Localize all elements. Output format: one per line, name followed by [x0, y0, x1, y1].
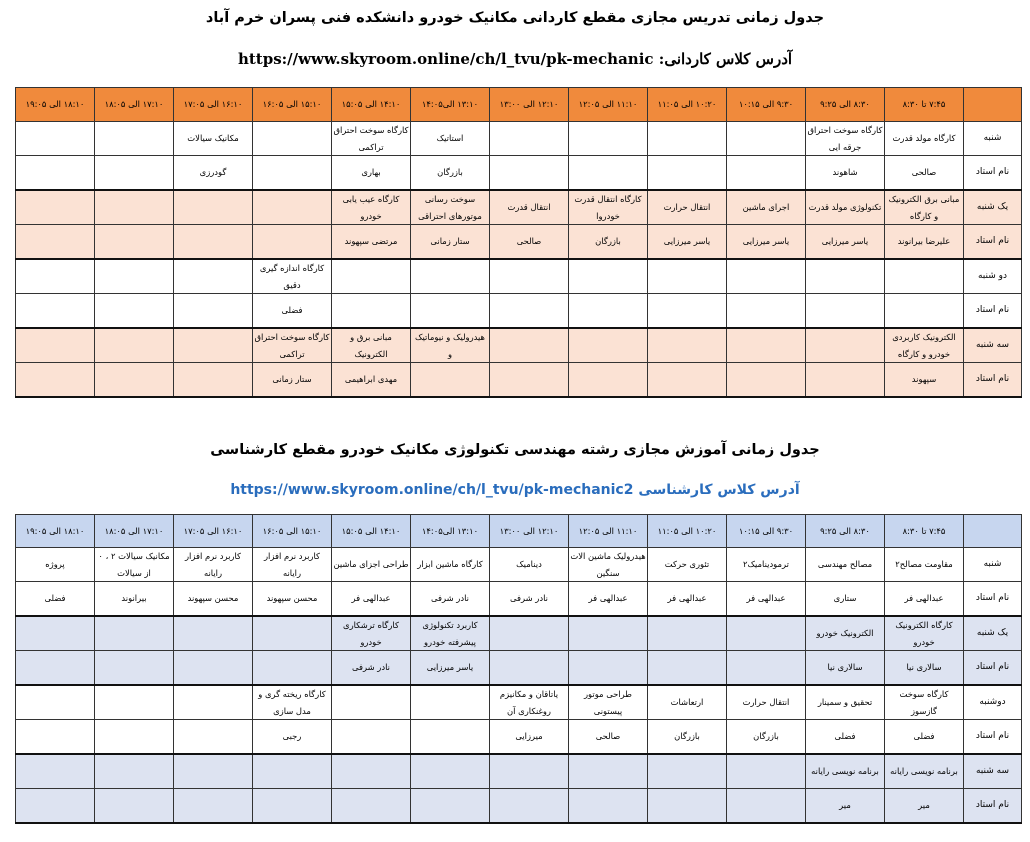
time-slot-header: ۱۱:۱۰ الی ۱۲:۰۵: [569, 88, 648, 122]
instructor-cell: [490, 789, 569, 824]
course-cell: کارگاه سوخت احتراق تراکمی: [253, 328, 332, 363]
course-cell: یاتاقان و مکانیزم روغنکاری آن: [490, 685, 569, 720]
row-label-cell: دوشنبه: [964, 685, 1022, 720]
section1-address: [0, 50, 1030, 68]
section1-title: جدول زمانی تدریس مجازی مقطع کاردانی مکانیک خودرو دانشکده فنی پسران خرم آباد: [205, 10, 825, 26]
instructor-cell: [727, 789, 806, 824]
course-cell: [95, 122, 174, 156]
instructor-cell: بازرگان: [569, 225, 648, 260]
course-cell: [16, 190, 95, 225]
time-slot-header: ۱۵:۱۰ الی ۱۶:۰۵: [253, 515, 332, 548]
course-cell: [253, 754, 332, 789]
course-cell: مقاومت مصالح۲: [885, 548, 964, 582]
instructor-cell: رجبی: [253, 720, 332, 755]
course-cell: [174, 190, 253, 225]
row-label-cell: نام استاد: [964, 156, 1022, 191]
course-cell: [174, 328, 253, 363]
instructor-cell: [332, 294, 411, 329]
course-cell: ترمودینامیک۲: [727, 548, 806, 582]
instructor-cell: [95, 156, 174, 191]
course-cell: [490, 754, 569, 789]
instructor-cell: علیرضا بیرانوند: [885, 225, 964, 260]
course-cell: کارگاه اندازه گیری دقیق: [253, 259, 332, 294]
course-cell: [16, 616, 95, 651]
instructor-cell: [174, 225, 253, 260]
instructor-cell: نادر شرفی: [411, 582, 490, 617]
time-slot-header: ۷:۴۵ تا ۸:۳۰: [885, 88, 964, 122]
course-row: [16, 190, 1022, 225]
course-cell: [95, 259, 174, 294]
course-row: [16, 754, 1022, 789]
instructor-cell: [16, 294, 95, 329]
time-slot-header: ۱۲:۱۰ الی ۱۳:۰۰: [490, 515, 569, 548]
instructor-cell: [95, 789, 174, 824]
row-label-cell: یک شنبه: [964, 190, 1022, 225]
course-cell: [16, 328, 95, 363]
course-row: [16, 259, 1022, 294]
course-cell: ارتعاشات: [648, 685, 727, 720]
instructor-row: [16, 720, 1022, 755]
course-cell: [411, 754, 490, 789]
instructor-cell: [885, 294, 964, 329]
instructor-cell: فضلی: [16, 582, 95, 617]
instructor-cell: [253, 225, 332, 260]
instructor-cell: [490, 651, 569, 686]
instructor-cell: [569, 651, 648, 686]
course-cell: برنامه نویسی رایانه: [885, 754, 964, 789]
header-row: [16, 88, 1022, 122]
course-cell: [806, 259, 885, 294]
instructor-cell: [16, 720, 95, 755]
instructor-cell: [174, 720, 253, 755]
time-slot-header: ۹:۳۰ الی ۱۰:۱۵: [727, 515, 806, 548]
time-slot-header: ۱۴:۱۰ الی ۱۵:۰۵: [332, 88, 411, 122]
schedule-table-associate: [15, 87, 1022, 398]
instructor-cell: [253, 789, 332, 824]
course-cell: کارگاه ترشکاری خودرو: [332, 616, 411, 651]
row-label-cell: نام استاد: [964, 582, 1022, 617]
course-cell: کارگاه سوخت گازسوز: [885, 685, 964, 720]
time-slot-header: ۱۸:۱۰ الی ۱۹:۰۵: [16, 88, 95, 122]
section2-address-link[interactable]: https://www.skyroom.online/ch/l_tvu/pk-mechanic2: [230, 482, 634, 498]
course-row: [16, 685, 1022, 720]
course-row: [16, 328, 1022, 363]
course-cell: [16, 685, 95, 720]
course-cell: تئوری حرکت: [648, 548, 727, 582]
instructor-cell: [95, 294, 174, 329]
instructor-cell: نادر شرفی: [490, 582, 569, 617]
time-slot-header: ۱۳:۱۰ الی۱۴:۰۵: [411, 515, 490, 548]
instructor-cell: [490, 294, 569, 329]
instructor-cell: ستار زمانی: [253, 363, 332, 398]
course-cell: [648, 328, 727, 363]
instructor-cell: سالاری نیا: [885, 651, 964, 686]
instructor-cell: نادر شرفی: [332, 651, 411, 686]
instructor-cell: سالاری نیا: [806, 651, 885, 686]
row-label-cell: نام استاد: [964, 789, 1022, 824]
course-cell: [95, 616, 174, 651]
course-cell: کارگاه سوخت احتراق تراکمی: [332, 122, 411, 156]
course-cell: [16, 122, 95, 156]
instructor-cell: یاسر میرزایی: [806, 225, 885, 260]
instructor-row: [16, 651, 1022, 686]
row-label-cell: یک شنبه: [964, 616, 1022, 651]
instructor-cell: [16, 651, 95, 686]
course-row: [16, 122, 1022, 156]
time-slot-header: ۱۸:۱۰ الی ۱۹:۰۵: [16, 515, 95, 548]
instructor-cell: [648, 651, 727, 686]
course-cell: تحقیق و سمینار: [806, 685, 885, 720]
course-cell: [490, 259, 569, 294]
course-cell: [174, 685, 253, 720]
course-cell: [727, 616, 806, 651]
instructor-cell: [174, 789, 253, 824]
instructor-cell: [174, 363, 253, 398]
course-cell: هیدرولیک ماشین الات سنگین: [569, 548, 648, 582]
time-slot-header: ۱۴:۱۰ الی ۱۵:۰۵: [332, 515, 411, 548]
instructor-cell: [253, 156, 332, 191]
instructor-cell: سپهوند: [885, 363, 964, 398]
course-cell: مبانی برق الکترونیک و کارگاه: [885, 190, 964, 225]
instructor-cell: [648, 294, 727, 329]
instructor-cell: [16, 789, 95, 824]
time-slot-header: ۸:۳۰ الی ۹:۲۵: [806, 88, 885, 122]
instructor-cell: [411, 363, 490, 398]
instructor-cell: عبدالهی فر: [727, 582, 806, 617]
row-label-cell: شنبه: [964, 548, 1022, 582]
instructor-cell: [95, 651, 174, 686]
course-cell: انتقال حرارت: [648, 190, 727, 225]
course-cell: [253, 190, 332, 225]
instructor-cell: [727, 156, 806, 191]
course-cell: کارگاه سوخت احتراق جرقه ایی: [806, 122, 885, 156]
row-label-cell: دو شنبه: [964, 259, 1022, 294]
instructor-cell: میرزایی: [490, 720, 569, 755]
instructor-cell: عبدالهی فر: [648, 582, 727, 617]
course-cell: [569, 328, 648, 363]
instructor-cell: میر: [806, 789, 885, 824]
section1-address-label: آدرس کلاس کاردانی:: [658, 50, 793, 68]
instructor-cell: [332, 720, 411, 755]
instructor-row: [16, 789, 1022, 824]
course-row: [16, 616, 1022, 651]
row-label-cell: سه شنبه: [964, 328, 1022, 363]
course-cell: [727, 328, 806, 363]
instructor-cell: یاسر میرزایی: [411, 651, 490, 686]
course-cell: [253, 122, 332, 156]
section1-address-link[interactable]: https://www.skyroom.online/ch/l_tvu/pk-mechanic: [237, 50, 654, 68]
time-slot-header: ۱۶:۱۰ الی ۱۷:۰۵: [174, 88, 253, 122]
course-cell: [174, 616, 253, 651]
row-label-cell: شنبه: [964, 122, 1022, 156]
instructor-cell: عبدالهی فر: [332, 582, 411, 617]
instructor-cell: [569, 789, 648, 824]
course-cell: مکانیک سیالات ۲ ، ۰ از سیالات: [95, 548, 174, 582]
course-cell: مصالح مهندسی: [806, 548, 885, 582]
course-cell: کارگاه ماشین ابزار: [411, 548, 490, 582]
instructor-cell: بهاری: [332, 156, 411, 191]
course-cell: سوخت رسانی موتورهای احتراقی: [411, 190, 490, 225]
course-cell: [569, 754, 648, 789]
course-cell: مبانی برق و الکترونیک: [332, 328, 411, 363]
instructor-cell: [648, 156, 727, 191]
time-slot-header: ۷:۴۵ تا ۸:۳۰: [885, 515, 964, 548]
instructor-cell: محسن سپهوند: [253, 582, 332, 617]
instructor-cell: محسن سپهوند: [174, 582, 253, 617]
course-cell: [806, 328, 885, 363]
instructor-cell: [806, 294, 885, 329]
row-label-cell: نام استاد: [964, 720, 1022, 755]
instructor-cell: فضلی: [806, 720, 885, 755]
instructor-cell: شاهوند: [806, 156, 885, 191]
instructor-cell: بازرگان: [648, 720, 727, 755]
time-slot-header: ۹:۳۰ الی ۱۰:۱۵: [727, 88, 806, 122]
instructor-cell: صالحی: [490, 225, 569, 260]
instructor-cell: [95, 363, 174, 398]
instructor-cell: [569, 156, 648, 191]
instructor-cell: [727, 363, 806, 398]
instructor-cell: [16, 225, 95, 260]
header-corner-cell: [964, 515, 1022, 548]
schedule-table-bachelor: [15, 514, 1022, 824]
header-corner-cell: [964, 88, 1022, 122]
instructor-row: [16, 582, 1022, 617]
course-cell: کارگاه الکترونیک خودرو: [885, 616, 964, 651]
row-label-cell: نام استاد: [964, 363, 1022, 398]
course-cell: الکترونیک کاربردی خودرو و کارگاه: [885, 328, 964, 363]
time-slot-header: ۱۳:۱۰ الی۱۴:۰۵: [411, 88, 490, 122]
instructor-cell: [411, 720, 490, 755]
course-cell: انتقال قدرت: [490, 190, 569, 225]
course-cell: [95, 328, 174, 363]
course-cell: [95, 190, 174, 225]
course-cell: کاربرد نرم افزار رایانه: [174, 548, 253, 582]
course-cell: [648, 616, 727, 651]
instructor-cell: [727, 294, 806, 329]
instructor-cell: فضلی: [885, 720, 964, 755]
time-slot-header: ۱۷:۱۰ الی ۱۸:۰۵: [95, 515, 174, 548]
course-cell: [332, 754, 411, 789]
course-cell: کاربرد نرم افزار رایانه: [253, 548, 332, 582]
course-cell: [411, 259, 490, 294]
instructor-cell: میر: [885, 789, 964, 824]
course-cell: کارگاه عیب یابی خودرو: [332, 190, 411, 225]
course-cell: [490, 616, 569, 651]
instructor-cell: [490, 363, 569, 398]
course-cell: برنامه نویسی رایانه: [806, 754, 885, 789]
instructor-cell: [411, 789, 490, 824]
course-cell: [569, 122, 648, 156]
course-cell: کاربرد تکنولوژی پیشرفته خودرو: [411, 616, 490, 651]
course-cell: [648, 259, 727, 294]
course-cell: [332, 685, 411, 720]
header-row: [16, 515, 1022, 548]
time-slot-header: ۱۱:۱۰ الی ۱۲:۰۵: [569, 515, 648, 548]
row-label-cell: سه شنبه: [964, 754, 1022, 789]
course-cell: کارگاه انتقال قدرت خودروا: [569, 190, 648, 225]
time-slot-header: ۱۶:۱۰ الی ۱۷:۰۵: [174, 515, 253, 548]
instructor-cell: [648, 363, 727, 398]
instructor-cell: مهدی ابراهیمی: [332, 363, 411, 398]
instructor-cell: فضلی: [253, 294, 332, 329]
course-cell: [727, 122, 806, 156]
course-cell: [727, 259, 806, 294]
course-cell: [569, 259, 648, 294]
instructor-cell: [253, 651, 332, 686]
course-cell: [95, 685, 174, 720]
instructor-cell: [569, 294, 648, 329]
course-cell: انتقال حرارت: [727, 685, 806, 720]
instructor-cell: بازرگان: [727, 720, 806, 755]
time-slot-header: ۱۵:۱۰ الی ۱۶:۰۵: [253, 88, 332, 122]
course-cell: اجرای ماشین: [727, 190, 806, 225]
instructor-cell: عبدالهی فر: [885, 582, 964, 617]
course-cell: [490, 328, 569, 363]
instructor-cell: [16, 156, 95, 191]
instructor-cell: صالحی: [885, 156, 964, 191]
course-cell: کارگاه مولد قدرت: [885, 122, 964, 156]
time-slot-header: ۱۰:۲۰ الی ۱۱:۰۵: [648, 515, 727, 548]
instructor-row: [16, 363, 1022, 398]
course-cell: پروژه: [16, 548, 95, 582]
course-cell: [253, 616, 332, 651]
instructor-cell: [174, 651, 253, 686]
course-cell: طراحی موتور پیستونی: [569, 685, 648, 720]
course-cell: الکترونیک خودرو: [806, 616, 885, 651]
course-cell: دینامیک: [490, 548, 569, 582]
course-cell: [174, 754, 253, 789]
course-cell: [885, 259, 964, 294]
instructor-cell: صالحی: [569, 720, 648, 755]
section2-title: جدول زمانی آموزش مجازی رشته مهندسی تکنولوژی مکانیک خودرو مقطع کارشناسی: [210, 442, 820, 458]
instructor-row: [16, 294, 1022, 329]
instructor-cell: [806, 363, 885, 398]
instructor-cell: گودرزی: [174, 156, 253, 191]
instructor-cell: [648, 789, 727, 824]
instructor-cell: ستار زمانی: [411, 225, 490, 260]
course-cell: [174, 259, 253, 294]
time-slot-header: ۱۰:۲۰ الی ۱۱:۰۵: [648, 88, 727, 122]
course-cell: [332, 259, 411, 294]
course-cell: هیدرولیک و نیوماتیک و: [411, 328, 490, 363]
instructor-cell: [95, 225, 174, 260]
course-row: [16, 548, 1022, 582]
course-cell: [648, 122, 727, 156]
instructor-cell: [727, 651, 806, 686]
instructor-cell: بیرانوند: [95, 582, 174, 617]
course-cell: طراحی اجزای ماشین: [332, 548, 411, 582]
instructor-row: [16, 156, 1022, 191]
course-cell: استاتیک: [411, 122, 490, 156]
course-cell: تکنولوژی مولد قدرت: [806, 190, 885, 225]
section2-address: [0, 482, 1030, 498]
row-label-cell: نام استاد: [964, 651, 1022, 686]
instructor-row: [16, 225, 1022, 260]
instructor-cell: [16, 363, 95, 398]
section2-address-label: آدرس کلاس کارشناسی: [638, 482, 800, 498]
course-cell: [648, 754, 727, 789]
instructor-cell: یاسر میرزایی: [648, 225, 727, 260]
course-cell: مکانیک سیالات: [174, 122, 253, 156]
time-slot-header: ۸:۳۰ الی ۹:۲۵: [806, 515, 885, 548]
course-cell: [411, 685, 490, 720]
instructor-cell: عبدالهی فر: [569, 582, 648, 617]
course-cell: [569, 616, 648, 651]
course-cell: [490, 122, 569, 156]
instructor-cell: یاسر میرزایی: [727, 225, 806, 260]
row-label-cell: نام استاد: [964, 294, 1022, 329]
instructor-cell: [174, 294, 253, 329]
time-slot-header: ۱۲:۱۰ الی ۱۳:۰۰: [490, 88, 569, 122]
instructor-cell: [332, 789, 411, 824]
course-cell: کارگاه ریخته گری و مدل سازی: [253, 685, 332, 720]
instructor-cell: [569, 363, 648, 398]
instructor-cell: [95, 720, 174, 755]
time-slot-header: ۱۷:۱۰ الی ۱۸:۰۵: [95, 88, 174, 122]
course-cell: [16, 259, 95, 294]
course-cell: [95, 754, 174, 789]
instructor-cell: [411, 294, 490, 329]
course-cell: [727, 754, 806, 789]
course-cell: [16, 754, 95, 789]
instructor-cell: ستاری: [806, 582, 885, 617]
instructor-cell: [490, 156, 569, 191]
instructor-cell: مرتضی سپهوند: [332, 225, 411, 260]
instructor-cell: بازرگان: [411, 156, 490, 191]
row-label-cell: نام استاد: [964, 225, 1022, 260]
